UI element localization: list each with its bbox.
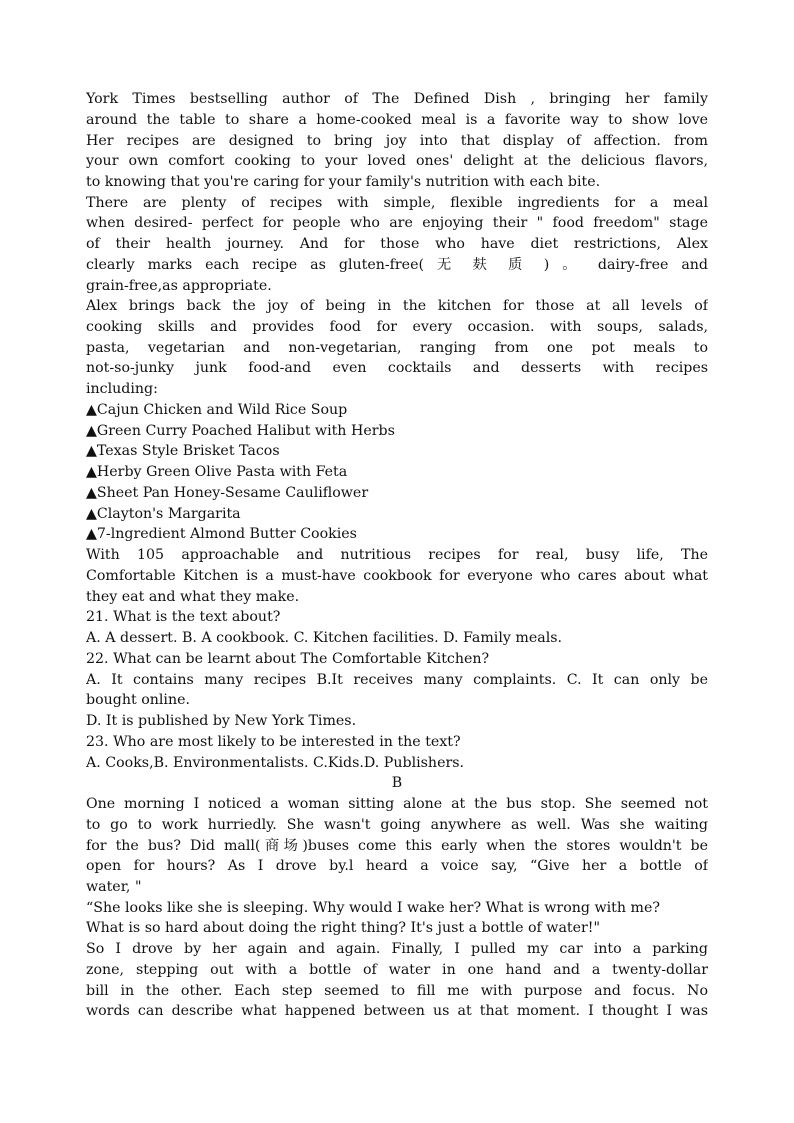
text-line: words can describe what happened between us at that moment. I thought I was <box>86 1003 708 1019</box>
recipe-item: ▲Clayton's Margarita <box>86 506 241 522</box>
text-line: zone, stepping out with a bottle of water in one hand and a twenty-dollar <box>86 962 708 978</box>
question-22-options: A. It contains many recipes B.It receives many complaints. C. It can only be <box>86 672 708 688</box>
text-line: Comfortable Kitchen is a must-have cookbook for everyone who cares about what <box>86 568 708 584</box>
text-line: for the bus? Did mall(商场)buses come this early when the stores wouldn't be <box>86 838 708 854</box>
text-line: including: <box>86 381 158 397</box>
text-line: “She looks like she is sleeping. Why would I wake her? What is wrong with me? <box>86 900 660 916</box>
question-21: 21. What is the text about? <box>86 609 281 625</box>
text-line: of their health journey. And for those who have diet restrictions, Alex <box>86 236 708 252</box>
recipe-item: ▲Herby Green Olive Pasta with Feta <box>86 464 348 480</box>
text-line: Her recipes are designed to bring joy into that display of affection. from <box>86 133 708 149</box>
question-22: 22. What can be learnt about The Comfortable Kitchen? <box>86 651 490 667</box>
text-line: With 105 approachable and nutritious recipes for real, busy life, The <box>86 547 708 563</box>
text-line: open for hours? As I drove by.l heard a voice say, “Give her a bottle of <box>86 858 708 874</box>
section-heading: B <box>391 775 403 791</box>
recipe-item: ▲Texas Style Brisket Tacos <box>86 443 280 459</box>
text-line: to go to work hurriedly. She wasn't going anywhere as well. Was she waiting <box>86 817 708 833</box>
text-line: There are plenty of recipes with simple, flexible ingredients for a meal <box>86 195 708 211</box>
question-21-options: A. A dessert. B. A cookbook. C. Kitchen facilities. D. Family meals. <box>86 630 563 646</box>
question-23-options: A. Cooks,B. Environmentalists. C.Kids.D. Publishers. <box>86 755 465 771</box>
text-line: water, " <box>86 879 142 895</box>
question-22-options: bought online. <box>86 692 190 708</box>
text-line: Alex brings back the joy of being in the kitchen for those at all levels of <box>86 298 708 314</box>
question-23: 23. Who are most likely to be interested in the text? <box>86 734 461 750</box>
text-line: York Times bestselling author of The Defined Dish , bringing her family <box>86 91 708 107</box>
text-line: clearly marks each recipe as gluten-free( 无 麸 质 ) 。 dairy-free and <box>86 257 708 273</box>
text-line: So I drove by her again and again. Finally, I pulled my car into a parking <box>86 941 708 957</box>
text-line: not-so-junky junk food-and even cocktails and desserts with recipes <box>86 360 708 376</box>
recipe-item: ▲Sheet Pan Honey-Sesame Cauliflower <box>86 485 369 501</box>
recipe-item: ▲Cajun Chicken and Wild Rice Soup <box>86 402 348 418</box>
text-line: they eat and what they make. <box>86 589 300 605</box>
recipe-item: ▲Green Curry Poached Halibut with Herbs <box>86 423 395 439</box>
text-line: grain-free,as appropriate. <box>86 278 272 294</box>
text-line: One morning I noticed a woman sitting alone at the bus stop. She seemed not <box>86 796 708 812</box>
recipe-item: ▲7-lngredient Almond Butter Cookies <box>86 526 357 542</box>
text-line: to knowing that you're caring for your family's nutrition with each bite. <box>86 174 601 190</box>
text-line: when desired- perfect for people who are enjoying their " food freedom" stage <box>86 215 708 231</box>
text-line: pasta, vegetarian and non-vegetarian, ranging from one pot meals to <box>86 340 708 356</box>
text-line: What is so hard about doing the right thing? It's just a bottle of water!" <box>86 920 601 936</box>
text-line: cooking skills and provides food for every occasion. with soups, salads, <box>86 319 708 335</box>
text-line: around the table to share a home-cooked meal is a favorite way to show love <box>86 112 708 128</box>
text-line: your own comfort cooking to your loved ones' delight at the delicious flavors, <box>86 153 708 169</box>
question-22-options: D. It is published by New York Times. <box>86 713 357 729</box>
text-line: bill in the other. Each step seemed to fill me with purpose and focus. No <box>86 983 708 999</box>
